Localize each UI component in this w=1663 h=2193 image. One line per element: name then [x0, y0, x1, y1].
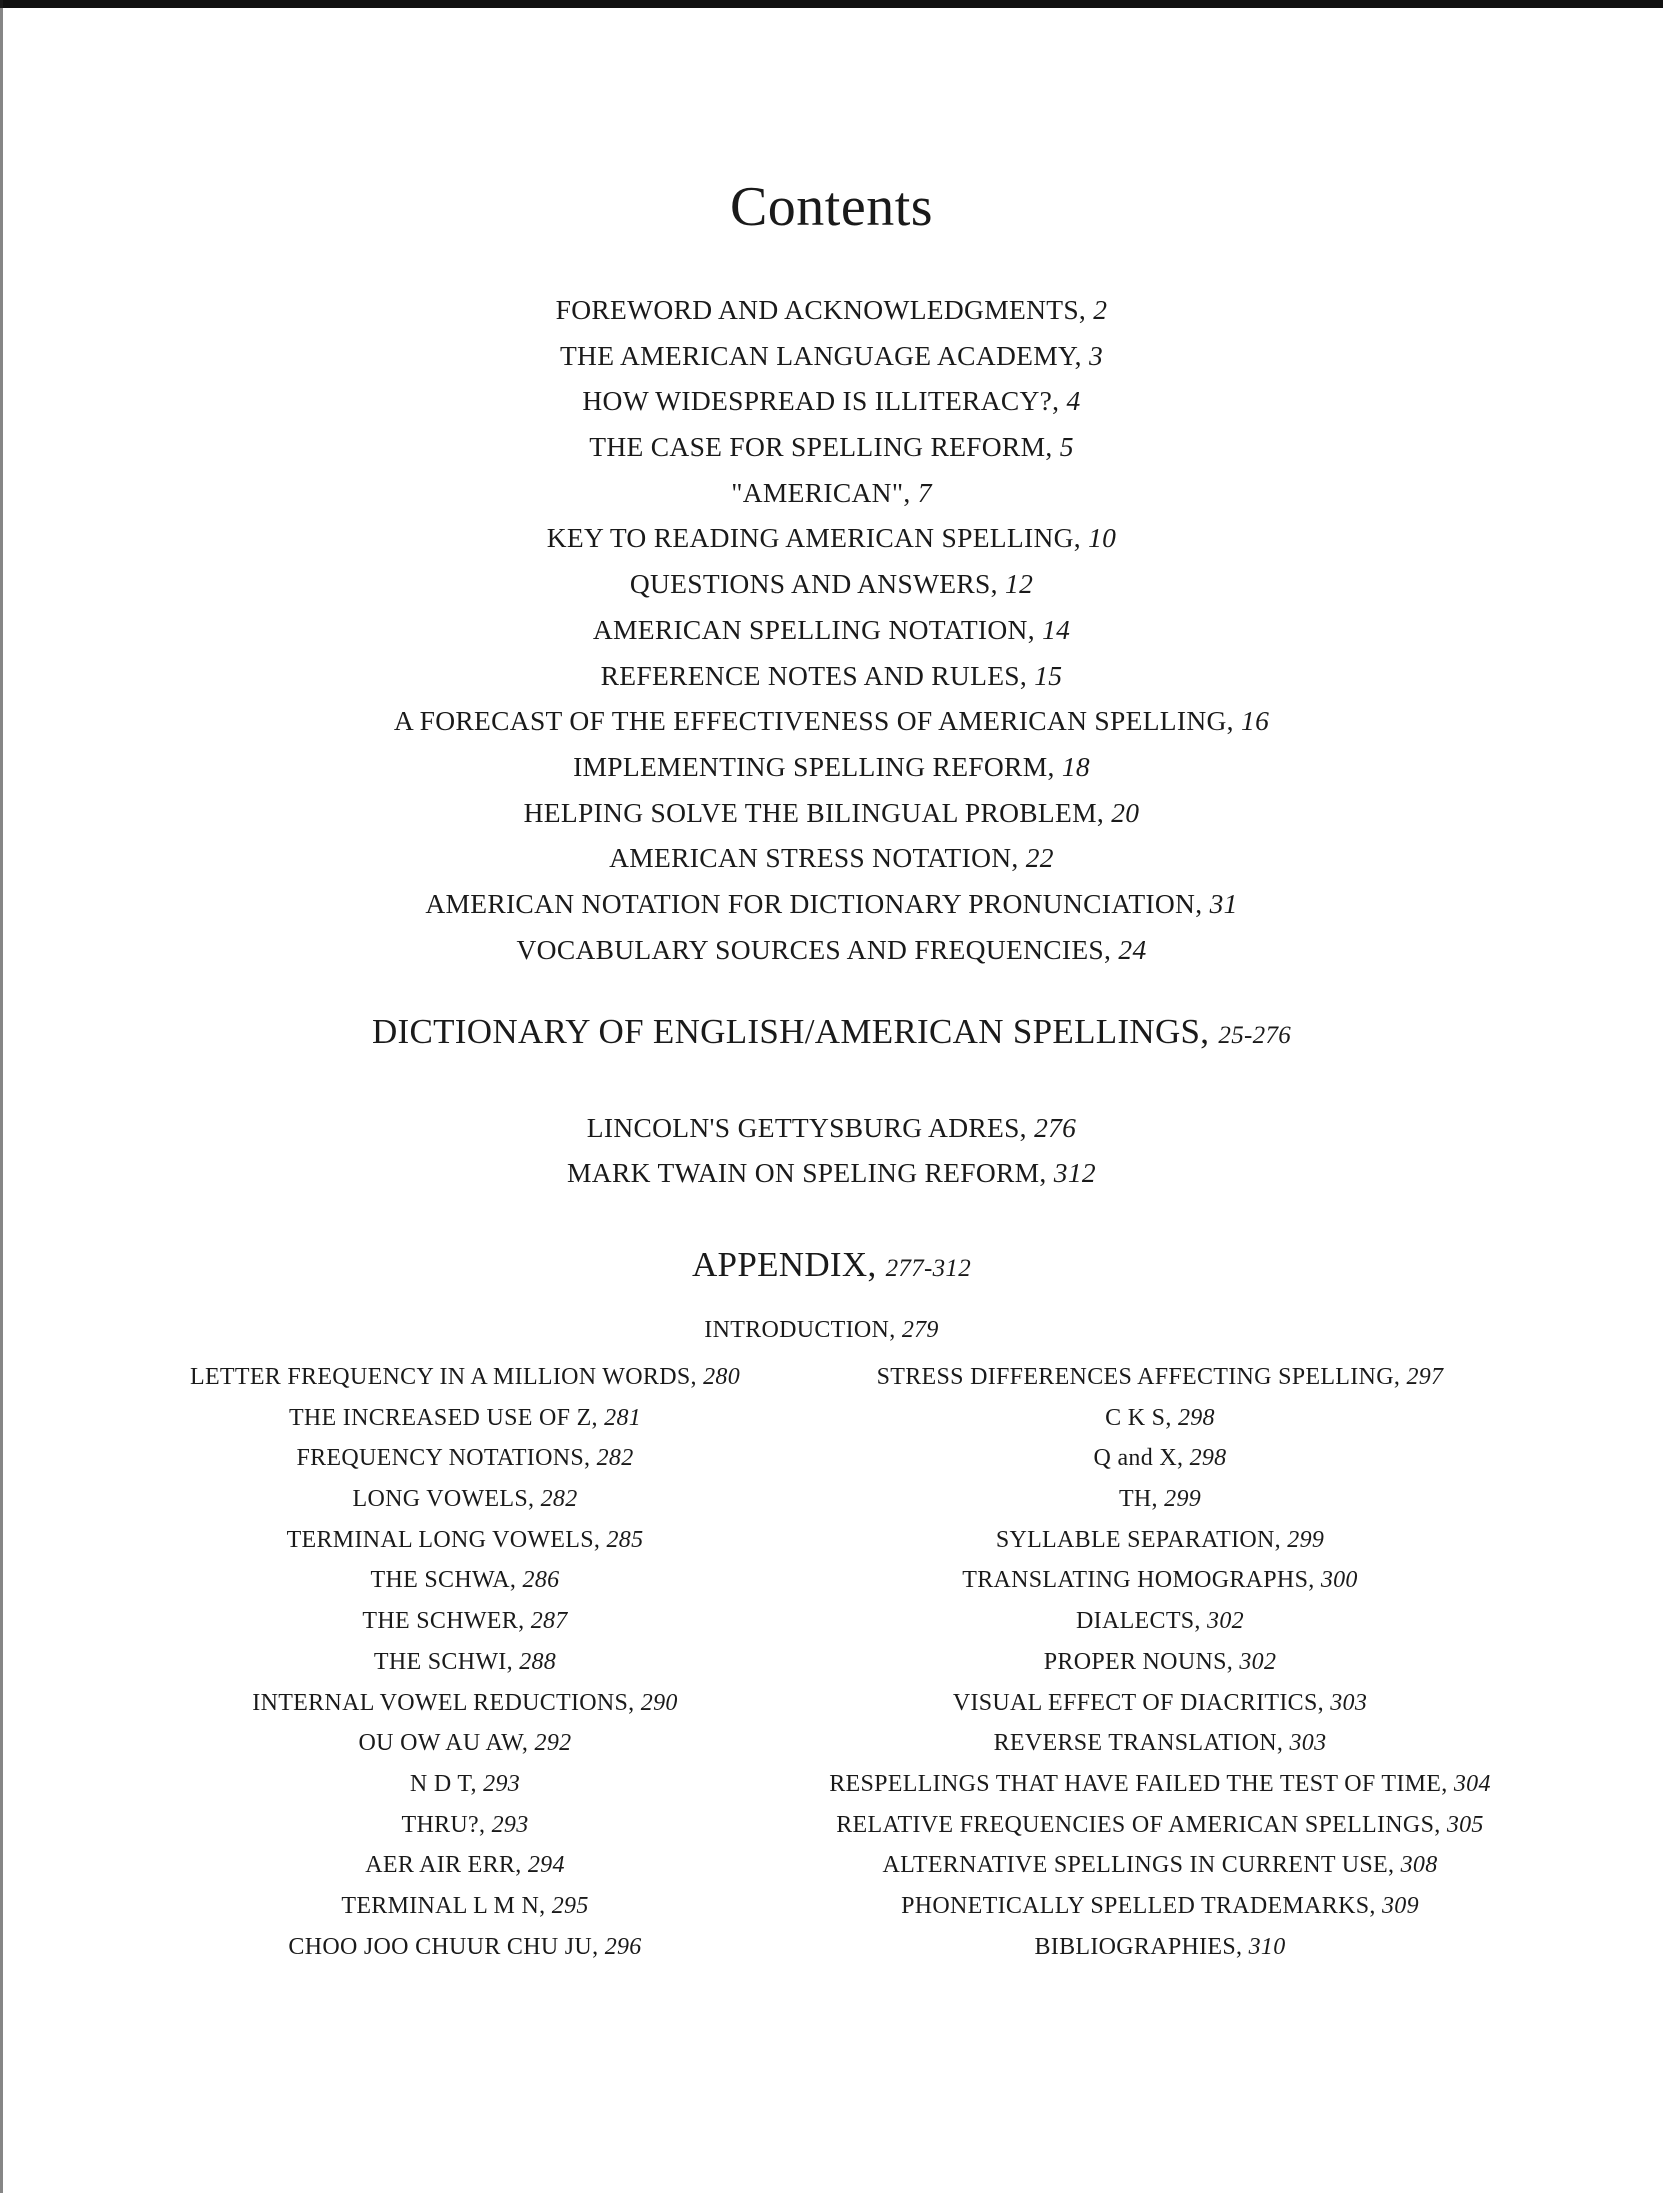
entry-page-number: 4	[1066, 385, 1081, 417]
entry-page-number: 302	[1207, 1608, 1244, 1635]
entry-label: OU OW AU AW,	[358, 1730, 529, 1757]
toc-entry	[0, 515, 1663, 561]
appendix-entry	[760, 1560, 1560, 1601]
page-title: Contents	[729, 176, 934, 238]
entry-label: FOREWORD AND ACKNOWLEDGMENTS,	[555, 294, 1087, 325]
entry-label: TERMINAL L M N,	[341, 1892, 546, 1919]
entry-page-number: 295	[551, 1892, 589, 1919]
entry-page-number: 286	[522, 1567, 560, 1594]
entry-page-number: 282	[540, 1486, 578, 1513]
appendix-entry	[130, 1479, 800, 1520]
entry-page-number: 292	[534, 1730, 572, 1757]
entry-page-number: 305	[1446, 1811, 1484, 1838]
toc-entry	[0, 927, 1663, 973]
entry-page-number: 298	[1177, 1404, 1215, 1431]
dictionary-page: 25-276	[1218, 1022, 1292, 1049]
appendix-entry	[760, 1683, 1560, 1724]
entry-label: AER AIR ERR,	[365, 1852, 522, 1879]
entry-label: PROPER NOUNS,	[1043, 1648, 1234, 1675]
entry-label: BIBLIOGRAPHIES,	[1034, 1933, 1243, 1960]
appendix-entry	[760, 1601, 1560, 1642]
entry-label: "AMERICAN",	[731, 476, 911, 508]
entry-page-number: 12	[1005, 568, 1034, 600]
toc-extras-list	[0, 1105, 1663, 1195]
appendix-entry	[130, 1398, 800, 1439]
entry-label: REVERSE TRANSLATION,	[993, 1730, 1284, 1757]
entry-label: AMERICAN SPELLING NOTATION,	[592, 613, 1035, 645]
toc-dictionary-entry	[0, 1012, 1663, 1052]
entry-label: TERMINAL LONG VOWELS,	[286, 1526, 601, 1553]
entry-page-number: 15	[1034, 659, 1063, 691]
entry-label: THE AMERICAN LANGUAGE ACADEMY,	[559, 339, 1082, 371]
appendix-entry	[130, 1845, 800, 1886]
appendix-right-column	[760, 1357, 1560, 1967]
appendix-entry	[760, 1927, 1560, 1968]
entry-label: REFERENCE NOTES AND RULES,	[600, 659, 1028, 691]
entry-page-number: 280	[703, 1364, 740, 1390]
entry-page-number: 281	[604, 1404, 642, 1431]
appendix-entry	[130, 1723, 800, 1764]
entry-page-number: 297	[1406, 1364, 1444, 1390]
entry-label: LONG VOWELS,	[352, 1486, 535, 1513]
toc-entry	[0, 653, 1663, 699]
entry-label: IMPLEMENTING SPELLING REFORM,	[573, 750, 1055, 782]
appendix-entry	[130, 1520, 800, 1561]
entry-label: N D T,	[409, 1770, 477, 1797]
entry-label: A FORECAST OF THE EFFECTIVENESS OF AMERICAN SPELLING,	[393, 705, 1234, 737]
entry-page-number: 5	[1059, 431, 1074, 463]
appendix-entry	[130, 1601, 800, 1642]
appendix-entry	[760, 1438, 1560, 1479]
appendix-entry	[760, 1520, 1560, 1561]
entry-label: RELATIVE FREQUENCIES OF AMERICAN SPELLINGS,	[836, 1811, 1441, 1838]
entry-page-number: 304	[1453, 1770, 1491, 1797]
toc-entry	[0, 835, 1663, 881]
appendix-entry	[760, 1723, 1560, 1764]
appendix-entry	[130, 1438, 800, 1479]
appendix-page: 277-312	[885, 1255, 972, 1282]
entry-label: AMERICAN NOTATION FOR DICTIONARY PRONUNCIATION,	[425, 887, 1203, 919]
toc-entry	[0, 698, 1663, 744]
entry-label: VOCABULARY SOURCES AND FREQUENCIES,	[516, 933, 1112, 965]
entry-label: THE SCHWA,	[370, 1567, 517, 1594]
appendix-entry	[760, 1398, 1560, 1439]
appendix-entry	[130, 1805, 800, 1846]
toc-main-list	[0, 287, 1663, 972]
entry-page-number: 287	[530, 1608, 568, 1635]
entry-page-number: 294	[527, 1852, 565, 1879]
entry-label: INTERNAL VOWEL REDUCTIONS,	[252, 1689, 635, 1716]
entry-label: AMERICAN STRESS NOTATION,	[609, 842, 1019, 874]
entry-label: THRU?,	[401, 1811, 486, 1838]
entry-label: VISUAL EFFECT OF DIACRITICS,	[952, 1689, 1324, 1716]
appendix-entry	[130, 1764, 800, 1805]
appendix-entry	[130, 1683, 800, 1724]
toc-entry	[0, 790, 1663, 836]
appendix-entry	[760, 1357, 1560, 1398]
entry-label: CHOO JOO CHUUR CHU JU,	[288, 1933, 599, 1960]
entry-page-number: 24	[1118, 933, 1147, 965]
appendix-entry	[130, 1927, 800, 1968]
entry-page-number: 300	[1320, 1567, 1358, 1594]
entry-page-number: 290	[640, 1689, 678, 1716]
entry-label: THE SCHWI,	[373, 1648, 513, 1675]
entry-label: HELPING SOLVE THE BILINGUAL PROBLEM,	[523, 796, 1105, 828]
entry-label: LETTER FREQUENCY IN A MILLION WORDS,	[189, 1364, 697, 1390]
toc-entry	[0, 607, 1663, 653]
toc-entry	[0, 470, 1663, 516]
entry-label: THE INCREASED USE OF Z,	[288, 1404, 598, 1431]
entry-label: Q and X,	[1093, 1445, 1184, 1472]
appendix-entry	[130, 1560, 800, 1601]
entry-page-number: 308	[1400, 1852, 1438, 1879]
entry-page-number: 293	[483, 1770, 521, 1797]
entry-page-number: 310	[1248, 1933, 1286, 1960]
entry-page-number: 303	[1330, 1689, 1368, 1716]
entry-page-number: 276	[1034, 1112, 1077, 1143]
entry-page-number: 31	[1209, 887, 1238, 919]
entry-page-number: 309	[1381, 1892, 1419, 1919]
dictionary-label: DICTIONARY OF ENGLISH/AMERICAN SPELLINGS,	[371, 1012, 1210, 1051]
toc-extra-entry	[0, 1105, 1663, 1150]
toc-entry	[0, 333, 1663, 379]
appendix-entry	[760, 1479, 1560, 1520]
appendix-entry	[760, 1886, 1560, 1927]
entry-label: LINCOLN'S GETTYSBURG ADRES,	[586, 1112, 1027, 1143]
entry-label: QUESTIONS AND ANSWERS,	[629, 568, 998, 600]
entry-page-number: 7	[917, 476, 932, 508]
entry-label: KEY TO READING AMERICAN SPELLING,	[546, 522, 1081, 554]
entry-label: FREQUENCY NOTATIONS,	[296, 1445, 591, 1472]
entry-label: THE SCHWER,	[362, 1608, 525, 1635]
appendix-entry	[130, 1886, 800, 1927]
entry-page-number: 14	[1042, 613, 1071, 645]
entry-page-number: 16	[1241, 705, 1270, 737]
entry-page-number: 282	[596, 1445, 634, 1472]
entry-label: TH,	[1118, 1486, 1158, 1513]
entry-page-number: 299	[1164, 1486, 1202, 1513]
entry-page-number: 293	[491, 1811, 529, 1838]
entry-label: RESPELLINGS THAT HAVE FAILED THE TEST OF TIME,	[829, 1770, 1448, 1797]
entry-page-number: 20	[1111, 796, 1140, 828]
toc-entry	[0, 287, 1663, 333]
entry-page-number: 22	[1025, 842, 1054, 874]
toc-entry	[0, 744, 1663, 790]
entry-page-number: 302	[1239, 1648, 1277, 1675]
entry-label: C K S,	[1105, 1404, 1172, 1431]
appendix-entry	[130, 1357, 800, 1398]
entry-page-number: 312	[1053, 1157, 1096, 1188]
appendix-entry	[760, 1845, 1560, 1886]
appendix-left-column	[130, 1357, 800, 1967]
appendix-label: APPENDIX,	[691, 1245, 877, 1284]
entry-page-number: 18	[1061, 750, 1090, 782]
introduction-page: 279	[901, 1317, 939, 1343]
toc-entry	[0, 561, 1663, 607]
toc-entry	[0, 881, 1663, 927]
entry-page-number: 2	[1093, 294, 1108, 325]
appendix-entry	[760, 1764, 1560, 1805]
top-border	[0, 0, 1663, 8]
entry-label: STRESS DIFFERENCES AFFECTING SPELLING,	[876, 1364, 1401, 1390]
entry-label: SYLLABLE SEPARATION,	[995, 1526, 1281, 1553]
entry-label: MARK TWAIN ON SPELING REFORM,	[567, 1157, 1047, 1188]
toc-entry	[0, 424, 1663, 470]
entry-page-number: 303	[1289, 1730, 1327, 1757]
appendix-entry	[760, 1642, 1560, 1683]
entry-label: TRANSLATING HOMOGRAPHS,	[962, 1567, 1315, 1594]
introduction-label: INTRODUCTION,	[704, 1317, 896, 1343]
appendix-entry	[760, 1805, 1560, 1846]
appendix-entry	[130, 1642, 800, 1683]
entry-label: DIALECTS,	[1076, 1608, 1201, 1635]
toc-entry	[0, 378, 1663, 424]
entry-page-number: 299	[1287, 1526, 1325, 1553]
appendix-introduction-entry	[0, 1313, 1643, 1347]
entry-label: PHONETICALLY SPELLED TRADEMARKS,	[901, 1892, 1376, 1919]
entry-page-number: 285	[606, 1526, 644, 1553]
toc-appendix-entry	[0, 1245, 1663, 1285]
entry-page-number: 3	[1088, 339, 1104, 371]
entry-page-number: 298	[1189, 1445, 1227, 1472]
entry-page-number: 10	[1088, 522, 1117, 554]
entry-page-number: 296	[604, 1933, 642, 1960]
entry-label: THE CASE FOR SPELLING REFORM,	[589, 431, 1053, 463]
entry-page-number: 288	[519, 1648, 557, 1675]
toc-extra-entry	[0, 1150, 1663, 1195]
entry-label: HOW WIDESPREAD IS ILLITERACY?,	[582, 385, 1060, 417]
entry-label: ALTERNATIVE SPELLINGS IN CURRENT USE,	[882, 1852, 1395, 1879]
